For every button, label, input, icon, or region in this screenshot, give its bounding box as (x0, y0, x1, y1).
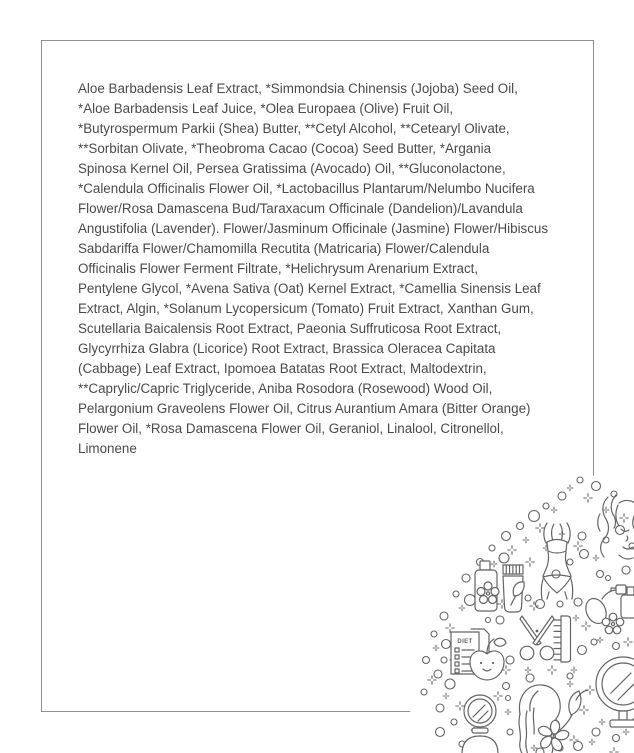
scissors-icon (520, 616, 554, 660)
leaf-icon (560, 690, 588, 730)
vanity-mirror-icon (596, 657, 634, 727)
ingredients-line: Pelargonium Graveolens Flower Oil, Citrus Aurantium Amara (Bitter Orange) (78, 401, 531, 416)
ingredients-line: Spinosa Kernel Oil, Persea Gratissima (Avocado) Oil, **Gluconolactone, (78, 161, 506, 176)
ingredients-line: Flower/Rosa Damascena Bud/Taraxacum Officinale (Dandelion)/Lavandula (78, 201, 523, 216)
ingredients-line: *Calendula Officinalis Flower Oil, *Lactobacillus Plantarum/Nelumbo Nucifera (78, 181, 535, 196)
ingredients-line: Sabdariffa Flower/Chamomilla Recutita (Matricaria) Flower/Calendula (78, 241, 490, 256)
ingredients-line: Extract, Algin, *Solanum Lycopersicum (Tomato) Fruit Extract, Xanthan Gum, (78, 301, 534, 316)
ingredients-line: Scutellaria Baicalensis Root Extract, Paeonia Suffruticosa Root Extract, (78, 321, 502, 336)
ingredients-line: Officinalis Flower Ferment Filtrate, *Helichrysum Arenarium Extract, (78, 261, 479, 276)
compact-mirror-icon (462, 695, 498, 753)
woman-face-icon (598, 495, 634, 559)
ingredients-line: Glycyrrhiza Glabra (Licorice) Root Extract, Brassica Oleracea Capitata (78, 341, 496, 356)
ingredients-list (78, 79, 583, 459)
ingredients-line: *Butyrospermum Parkii (Shea) Butter, **Cetyl Alcohol, **Cetearyl Olivate, (78, 121, 510, 136)
bikini-body-icon (541, 523, 572, 599)
ingredients-line: Pentylene Glycol, *Avena Sativa (Oat) Kernel Extract, *Camellia Sinensis Leaf (78, 281, 541, 296)
ingredients-line: Flower Oil, *Rosa Damascena Flower Oil, Geraniol, Linalool, Citronellol, (78, 421, 504, 436)
ingredients-line: Limonene (78, 441, 137, 456)
icon-set (421, 477, 634, 753)
ingredients-line: **Caprylic/Capric Triglyceride, Aniba Rosodora (Rosewood) Wood Oil, (78, 381, 493, 396)
ingredients-line: **Sorbitan Olivate, *Theobroma Cacao (Cocoa) Seed Butter, *Argania (78, 141, 492, 156)
beauty-icons-svg (410, 470, 634, 753)
ingredients-line: Aloe Barbadensis Leaf Extract, *Simmondsia Chinensis (Jojoba) Seed Oil, (78, 81, 518, 96)
beauty-illustration-circle (410, 470, 634, 753)
comb-icon (554, 616, 571, 662)
ingredients-line: (Cabbage) Leaf Extract, Ipomoea Batatas Root Extract, Maltodextrin, (78, 361, 487, 376)
diet-label: DIET (457, 639, 473, 645)
ingredients-line: Angustifolia (Lavender). Flower/Jasminum Officinale (Jasmine) Flower/Hibiscus (78, 221, 549, 236)
ingredients-line: *Aloe Barbadensis Leaf Juice, *Olea Europaea (Olive) Fruit Oil, (78, 101, 454, 116)
